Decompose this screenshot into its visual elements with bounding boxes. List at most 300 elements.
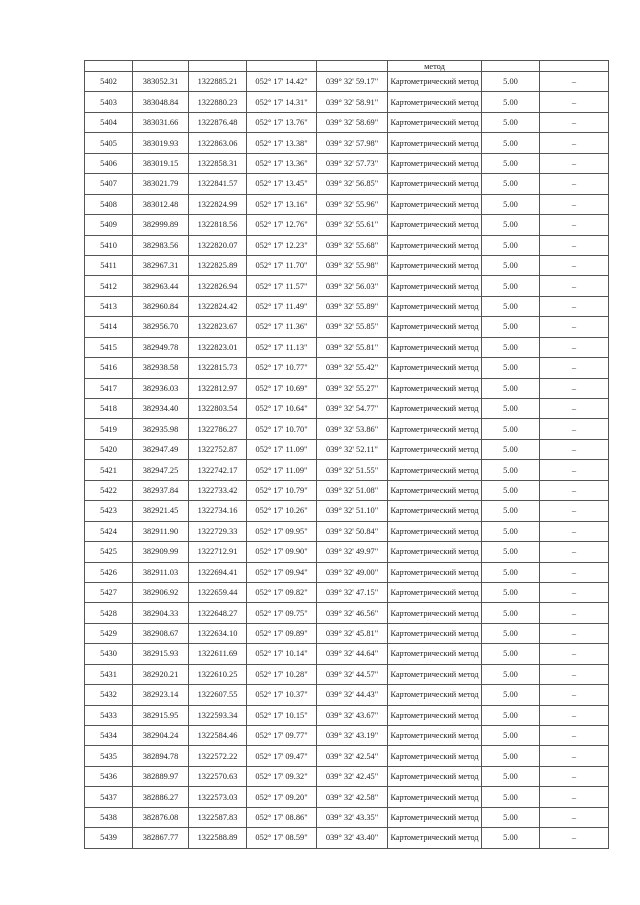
cell-longitude: 039° 32' 55.85" <box>317 317 388 337</box>
cell-method: Картометрический метод <box>388 112 482 132</box>
cell-note: – <box>540 726 609 746</box>
cell-latitude: 052° 17' 14.31" <box>247 92 317 112</box>
cell-number: 5405 <box>85 133 133 153</box>
cell-x: 383019.93 <box>133 133 189 153</box>
cell-longitude: 039° 32' 49.00" <box>317 562 388 582</box>
cell-error: 5.00 <box>482 194 540 214</box>
table-row-continued <box>85 61 609 72</box>
cell-error: 5.00 <box>482 153 540 173</box>
table-row <box>85 685 609 705</box>
cell-longitude: 039° 32' 44.57" <box>317 664 388 684</box>
cell-latitude: 052° 17' 13.16" <box>247 194 317 214</box>
cell-x: 383021.79 <box>133 174 189 194</box>
cell-number: 5426 <box>85 562 133 582</box>
cell-x: 382960.84 <box>133 296 189 316</box>
table-row <box>85 480 609 500</box>
cell-latitude: 052° 17' 08.59" <box>247 828 317 848</box>
cell-y: 1322818.56 <box>189 215 247 235</box>
cell-y: 1322729.33 <box>189 521 247 541</box>
cell-x: 382915.93 <box>133 644 189 664</box>
table-row <box>85 419 609 439</box>
cell-error: 5.00 <box>482 623 540 643</box>
cell-y: 1322824.99 <box>189 194 247 214</box>
cell-latitude: 052° 17' 13.36" <box>247 153 317 173</box>
cell-method: Картометрический метод <box>388 787 482 807</box>
cell-method: Картометрический метод <box>388 92 482 112</box>
cell-x: 382911.90 <box>133 521 189 541</box>
cell-latitude: 052° 17' 09.20" <box>247 787 317 807</box>
cell-error: 5.00 <box>482 766 540 786</box>
table-row <box>85 603 609 623</box>
cell-method: Картометрический метод <box>388 153 482 173</box>
cell-method: Картометрический метод <box>388 664 482 684</box>
cell-y: 1322573.03 <box>189 787 247 807</box>
cell-note: – <box>540 153 609 173</box>
cell-latitude: 052° 17' 09.95" <box>247 521 317 541</box>
cell-y: 1322611.69 <box>189 644 247 664</box>
cell-x: 382935.98 <box>133 419 189 439</box>
cell-longitude: 039° 32' 49.97" <box>317 542 388 562</box>
cell-y: 1322823.01 <box>189 337 247 357</box>
cell-latitude: 052° 17' 10.70" <box>247 419 317 439</box>
cell-latitude: 052° 17' 10.14" <box>247 644 317 664</box>
cell-longitude: 039° 32' 55.89" <box>317 296 388 316</box>
cell-error: 5.00 <box>482 276 540 296</box>
cell-number: 5410 <box>85 235 133 255</box>
cell-number: 5423 <box>85 501 133 521</box>
cell-longitude: 039° 32' 45.81" <box>317 623 388 643</box>
table-row <box>85 460 609 480</box>
cell-y: 1322841.57 <box>189 174 247 194</box>
cell-method: Картометрический метод <box>388 174 482 194</box>
cell-error: 5.00 <box>482 419 540 439</box>
cell-note: – <box>540 92 609 112</box>
cell-latitude: 052° 17' 09.89" <box>247 623 317 643</box>
cell-method: метод <box>388 61 482 72</box>
cell-method: Картометрический метод <box>388 235 482 255</box>
coordinates-table-body <box>85 61 609 849</box>
cell-number: 5429 <box>85 623 133 643</box>
cell-method: Картометрический метод <box>388 766 482 786</box>
table-row <box>85 787 609 807</box>
cell-y: 1322752.87 <box>189 439 247 459</box>
cell-latitude: 052° 17' 11.70" <box>247 255 317 275</box>
cell-longitude: 039° 32' 53.86" <box>317 419 388 439</box>
cell-method: Картометрический метод <box>388 276 482 296</box>
cell-x: 382889.97 <box>133 766 189 786</box>
table-row <box>85 174 609 194</box>
cell-longitude: 039° 32' 51.10" <box>317 501 388 521</box>
cell-longitude: 039° 32' 58.91" <box>317 92 388 112</box>
cell-method: Картометрический метод <box>388 705 482 725</box>
cell-x: 382949.78 <box>133 337 189 357</box>
cell-number: 5411 <box>85 255 133 275</box>
cell-x: 382921.45 <box>133 501 189 521</box>
cell-method: Картометрический метод <box>388 194 482 214</box>
cell-number: 5408 <box>85 194 133 214</box>
cell-error: 5.00 <box>482 582 540 602</box>
cell-x: 382915.95 <box>133 705 189 725</box>
cell-error: 5.00 <box>482 133 540 153</box>
cell-y: 1322826.94 <box>189 276 247 296</box>
cell-note: – <box>540 582 609 602</box>
cell-note: – <box>540 72 609 92</box>
cell-note: – <box>540 828 609 848</box>
cell-y: 1322570.63 <box>189 766 247 786</box>
cell-error: 5.00 <box>482 685 540 705</box>
coordinates-table <box>84 60 609 849</box>
table-row <box>85 153 609 173</box>
cell-number: 5419 <box>85 419 133 439</box>
cell-y: 1322584.46 <box>189 726 247 746</box>
cell-latitude: 052° 17' 10.69" <box>247 378 317 398</box>
cell-x: 382937.84 <box>133 480 189 500</box>
cell-longitude: 039° 32' 56.03" <box>317 276 388 296</box>
cell-error: 5.00 <box>482 460 540 480</box>
cell-number: 5404 <box>85 112 133 132</box>
cell-note: – <box>540 358 609 378</box>
table-row <box>85 726 609 746</box>
cell-longitude: 039° 32' 51.08" <box>317 480 388 500</box>
table-row <box>85 439 609 459</box>
cell-method: Картометрический метод <box>388 72 482 92</box>
cell-number: 5422 <box>85 480 133 500</box>
cell-longitude: 039° 32' 43.19" <box>317 726 388 746</box>
table-row <box>85 766 609 786</box>
cell-method: Картометрический метод <box>388 542 482 562</box>
cell-number: 5409 <box>85 215 133 235</box>
cell-error: 5.00 <box>482 705 540 725</box>
cell-note: – <box>540 255 609 275</box>
cell-latitude: 052° 17' 10.64" <box>247 399 317 419</box>
cell-note: – <box>540 807 609 827</box>
cell-number: 5425 <box>85 542 133 562</box>
cell-number: 5428 <box>85 603 133 623</box>
cell-longitude: 039° 32' 59.17" <box>317 72 388 92</box>
cell-method: Картометрический метод <box>388 521 482 541</box>
cell-y: 1322824.42 <box>189 296 247 316</box>
cell-latitude: 052° 17' 11.09" <box>247 439 317 459</box>
cell-x: 382938.58 <box>133 358 189 378</box>
cell-number: 5432 <box>85 685 133 705</box>
cell-x: 382904.24 <box>133 726 189 746</box>
table-row <box>85 255 609 275</box>
cell-x: 383012.48 <box>133 194 189 214</box>
cell-x: 382983.56 <box>133 235 189 255</box>
cell-error: 5.00 <box>482 337 540 357</box>
cell-longitude: 039° 32' 55.96" <box>317 194 388 214</box>
cell-method: Картометрический метод <box>388 828 482 848</box>
cell-y: 1322812.97 <box>189 378 247 398</box>
cell-method: Картометрический метод <box>388 807 482 827</box>
cell-note: – <box>540 337 609 357</box>
cell-note: – <box>540 235 609 255</box>
cell-error: 5.00 <box>482 521 540 541</box>
cell-method: Картометрический метод <box>388 746 482 766</box>
cell-note: – <box>540 603 609 623</box>
cell-note: – <box>540 317 609 337</box>
cell-latitude: 052° 17' 10.79" <box>247 480 317 500</box>
cell-number: 5415 <box>85 337 133 357</box>
table-row <box>85 235 609 255</box>
cell-y: 1322659.44 <box>189 582 247 602</box>
cell-latitude: 052° 17' 09.82" <box>247 582 317 602</box>
cell-error: 5.00 <box>482 807 540 827</box>
cell-error: 5.00 <box>482 562 540 582</box>
cell-longitude: 039° 32' 55.42" <box>317 358 388 378</box>
cell-note: – <box>540 542 609 562</box>
cell-latitude: 052° 17' 09.75" <box>247 603 317 623</box>
cell-note: – <box>540 215 609 235</box>
cell-method: Картометрический метод <box>388 480 482 500</box>
cell-number: 5434 <box>85 726 133 746</box>
cell-y: 1322823.67 <box>189 317 247 337</box>
cell-y: 1322734.16 <box>189 501 247 521</box>
cell-number: 5420 <box>85 439 133 459</box>
cell-method: Картометрический метод <box>388 726 482 746</box>
cell-error: 5.00 <box>482 378 540 398</box>
cell-longitude: 039° 32' 51.55" <box>317 460 388 480</box>
cell-latitude: 052° 17' 13.45" <box>247 174 317 194</box>
cell-longitude: 039° 32' 42.45" <box>317 766 388 786</box>
table-row <box>85 72 609 92</box>
cell-error: 5.00 <box>482 112 540 132</box>
cell-number: 5412 <box>85 276 133 296</box>
cell-longitude: 039° 32' 43.67" <box>317 705 388 725</box>
cell-note: – <box>540 521 609 541</box>
cell-y: 1322634.10 <box>189 623 247 643</box>
table-row <box>85 623 609 643</box>
cell-number: 5427 <box>85 582 133 602</box>
cell-y: 1322885.21 <box>189 72 247 92</box>
table-row <box>85 92 609 112</box>
cell-longitude: 039° 32' 57.73" <box>317 153 388 173</box>
cell-latitude: 052° 17' 09.90" <box>247 542 317 562</box>
cell-method: Картометрический метод <box>388 358 482 378</box>
cell-note: – <box>540 480 609 500</box>
cell-y: 1322607.55 <box>189 685 247 705</box>
table-row <box>85 215 609 235</box>
cell-error: 5.00 <box>482 542 540 562</box>
table-row <box>85 337 609 357</box>
cell-longitude: 039° 32' 55.98" <box>317 255 388 275</box>
cell-longitude: 039° 32' 57.98" <box>317 133 388 153</box>
cell-x: 382963.44 <box>133 276 189 296</box>
cell-y: 1322712.91 <box>189 542 247 562</box>
cell-error: 5.00 <box>482 501 540 521</box>
cell-longitude: 039° 32' 56.85" <box>317 174 388 194</box>
cell-note: – <box>540 766 609 786</box>
cell-longitude: 039° 32' 55.61" <box>317 215 388 235</box>
table-row <box>85 828 609 848</box>
cell-y: 1322572.22 <box>189 746 247 766</box>
cell-latitude: 052° 17' 09.32" <box>247 766 317 786</box>
cell-x: 382906.92 <box>133 582 189 602</box>
cell-method: Картометрический метод <box>388 337 482 357</box>
cell-longitude: 039° 32' 55.81" <box>317 337 388 357</box>
cell-note: – <box>540 439 609 459</box>
cell-method: Картометрический метод <box>388 133 482 153</box>
cell-number: 5406 <box>85 153 133 173</box>
cell-note: – <box>540 746 609 766</box>
cell-x <box>133 61 189 72</box>
cell-note <box>540 61 609 72</box>
cell-y: 1322588.89 <box>189 828 247 848</box>
cell-error: 5.00 <box>482 317 540 337</box>
cell-method: Картометрический метод <box>388 685 482 705</box>
cell-y: 1322587.83 <box>189 807 247 827</box>
cell-x: 383052.31 <box>133 72 189 92</box>
cell-error: 5.00 <box>482 296 540 316</box>
table-row <box>85 582 609 602</box>
cell-error: 5.00 <box>482 92 540 112</box>
cell-method: Картометрический метод <box>388 644 482 664</box>
cell-longitude: 039° 32' 42.58" <box>317 787 388 807</box>
cell-number: 5439 <box>85 828 133 848</box>
cell-method: Картометрический метод <box>388 317 482 337</box>
cell-method: Картометрический метод <box>388 378 482 398</box>
cell-note: – <box>540 296 609 316</box>
cell-method: Картометрический метод <box>388 582 482 602</box>
cell-note: – <box>540 399 609 419</box>
cell-note: – <box>540 174 609 194</box>
cell-latitude: 052° 17' 11.36" <box>247 317 317 337</box>
cell-y: 1322648.27 <box>189 603 247 623</box>
table-row <box>85 664 609 684</box>
cell-y: 1322733.42 <box>189 480 247 500</box>
table-row <box>85 562 609 582</box>
cell-note: – <box>540 787 609 807</box>
cell-error: 5.00 <box>482 603 540 623</box>
cell-note: – <box>540 685 609 705</box>
cell-latitude: 052° 17' 10.15" <box>247 705 317 725</box>
cell-error: 5.00 <box>482 726 540 746</box>
table-row <box>85 705 609 725</box>
cell-error: 5.00 <box>482 255 540 275</box>
cell-longitude: 039° 32' 44.64" <box>317 644 388 664</box>
cell-number: 5402 <box>85 72 133 92</box>
cell-method: Картометрический метод <box>388 419 482 439</box>
cell-y: 1322742.17 <box>189 460 247 480</box>
cell-error: 5.00 <box>482 664 540 684</box>
cell-latitude: 052° 17' 13.76" <box>247 112 317 132</box>
cell-x: 382886.27 <box>133 787 189 807</box>
cell-y: 1322858.31 <box>189 153 247 173</box>
table-row <box>85 296 609 316</box>
cell-y: 1322610.25 <box>189 664 247 684</box>
cell-note: – <box>540 194 609 214</box>
cell-y: 1322876.48 <box>189 112 247 132</box>
cell-number: 5416 <box>85 358 133 378</box>
cell-error: 5.00 <box>482 828 540 848</box>
cell-latitude: 052° 17' 08.86" <box>247 807 317 827</box>
table-row <box>85 644 609 664</box>
table-row <box>85 133 609 153</box>
cell-x: 383031.66 <box>133 112 189 132</box>
cell-longitude: 039° 32' 54.77" <box>317 399 388 419</box>
cell-longitude: 039° 32' 44.43" <box>317 685 388 705</box>
cell-x: 382934.40 <box>133 399 189 419</box>
cell-x: 382909.99 <box>133 542 189 562</box>
cell-x: 382867.77 <box>133 828 189 848</box>
cell-x: 382947.49 <box>133 439 189 459</box>
cell-error: 5.00 <box>482 72 540 92</box>
cell-method: Картометрический метод <box>388 296 482 316</box>
cell-latitude <box>247 61 317 72</box>
cell-method: Картометрический метод <box>388 215 482 235</box>
cell-y: 1322786.27 <box>189 419 247 439</box>
cell-x: 382908.67 <box>133 623 189 643</box>
cell-longitude: 039° 32' 42.54" <box>317 746 388 766</box>
cell-number: 5421 <box>85 460 133 480</box>
cell-x: 382876.08 <box>133 807 189 827</box>
cell-y: 1322694.41 <box>189 562 247 582</box>
table-row <box>85 194 609 214</box>
cell-number: 5407 <box>85 174 133 194</box>
table-row <box>85 399 609 419</box>
cell-latitude: 052° 17' 11.57" <box>247 276 317 296</box>
cell-longitude: 039° 32' 46.56" <box>317 603 388 623</box>
cell-y: 1322863.06 <box>189 133 247 153</box>
cell-error: 5.00 <box>482 787 540 807</box>
cell-method: Картометрический метод <box>388 439 482 459</box>
cell-error: 5.00 <box>482 480 540 500</box>
cell-longitude: 039° 32' 55.68" <box>317 235 388 255</box>
cell-number: 5430 <box>85 644 133 664</box>
cell-note: – <box>540 623 609 643</box>
cell-note: – <box>540 419 609 439</box>
cell-error: 5.00 <box>482 358 540 378</box>
cell-number: 5435 <box>85 746 133 766</box>
cell-method: Картометрический метод <box>388 562 482 582</box>
cell-latitude: 052° 17' 12.76" <box>247 215 317 235</box>
cell-longitude: 039° 32' 43.40" <box>317 828 388 848</box>
cell-method: Картометрический метод <box>388 460 482 480</box>
cell-latitude: 052° 17' 09.47" <box>247 746 317 766</box>
cell-latitude: 052° 17' 11.13" <box>247 337 317 357</box>
cell-x: 382936.03 <box>133 378 189 398</box>
cell-x: 382967.31 <box>133 255 189 275</box>
cell-number: 5414 <box>85 317 133 337</box>
cell-x: 383019.15 <box>133 153 189 173</box>
cell-error: 5.00 <box>482 644 540 664</box>
cell-method: Картометрический метод <box>388 623 482 643</box>
cell-latitude: 052° 17' 10.37" <box>247 685 317 705</box>
cell-latitude: 052° 17' 10.26" <box>247 501 317 521</box>
cell-longitude: 039° 32' 50.84" <box>317 521 388 541</box>
cell-latitude: 052° 17' 09.77" <box>247 726 317 746</box>
cell-number: 5424 <box>85 521 133 541</box>
cell-method: Картометрический метод <box>388 399 482 419</box>
cell-y: 1322593.34 <box>189 705 247 725</box>
cell-error <box>482 61 540 72</box>
cell-error: 5.00 <box>482 746 540 766</box>
cell-number: 5436 <box>85 766 133 786</box>
cell-x: 382894.78 <box>133 746 189 766</box>
cell-note: – <box>540 644 609 664</box>
cell-x: 382920.21 <box>133 664 189 684</box>
cell-x: 382947.25 <box>133 460 189 480</box>
cell-latitude: 052° 17' 14.42" <box>247 72 317 92</box>
cell-latitude: 052° 17' 11.09" <box>247 460 317 480</box>
table-row <box>85 542 609 562</box>
cell-latitude: 052° 17' 12.23" <box>247 235 317 255</box>
cell-latitude: 052° 17' 11.49" <box>247 296 317 316</box>
cell-number: 5438 <box>85 807 133 827</box>
cell-method: Картометрический метод <box>388 603 482 623</box>
cell-note: – <box>540 501 609 521</box>
cell-error: 5.00 <box>482 174 540 194</box>
